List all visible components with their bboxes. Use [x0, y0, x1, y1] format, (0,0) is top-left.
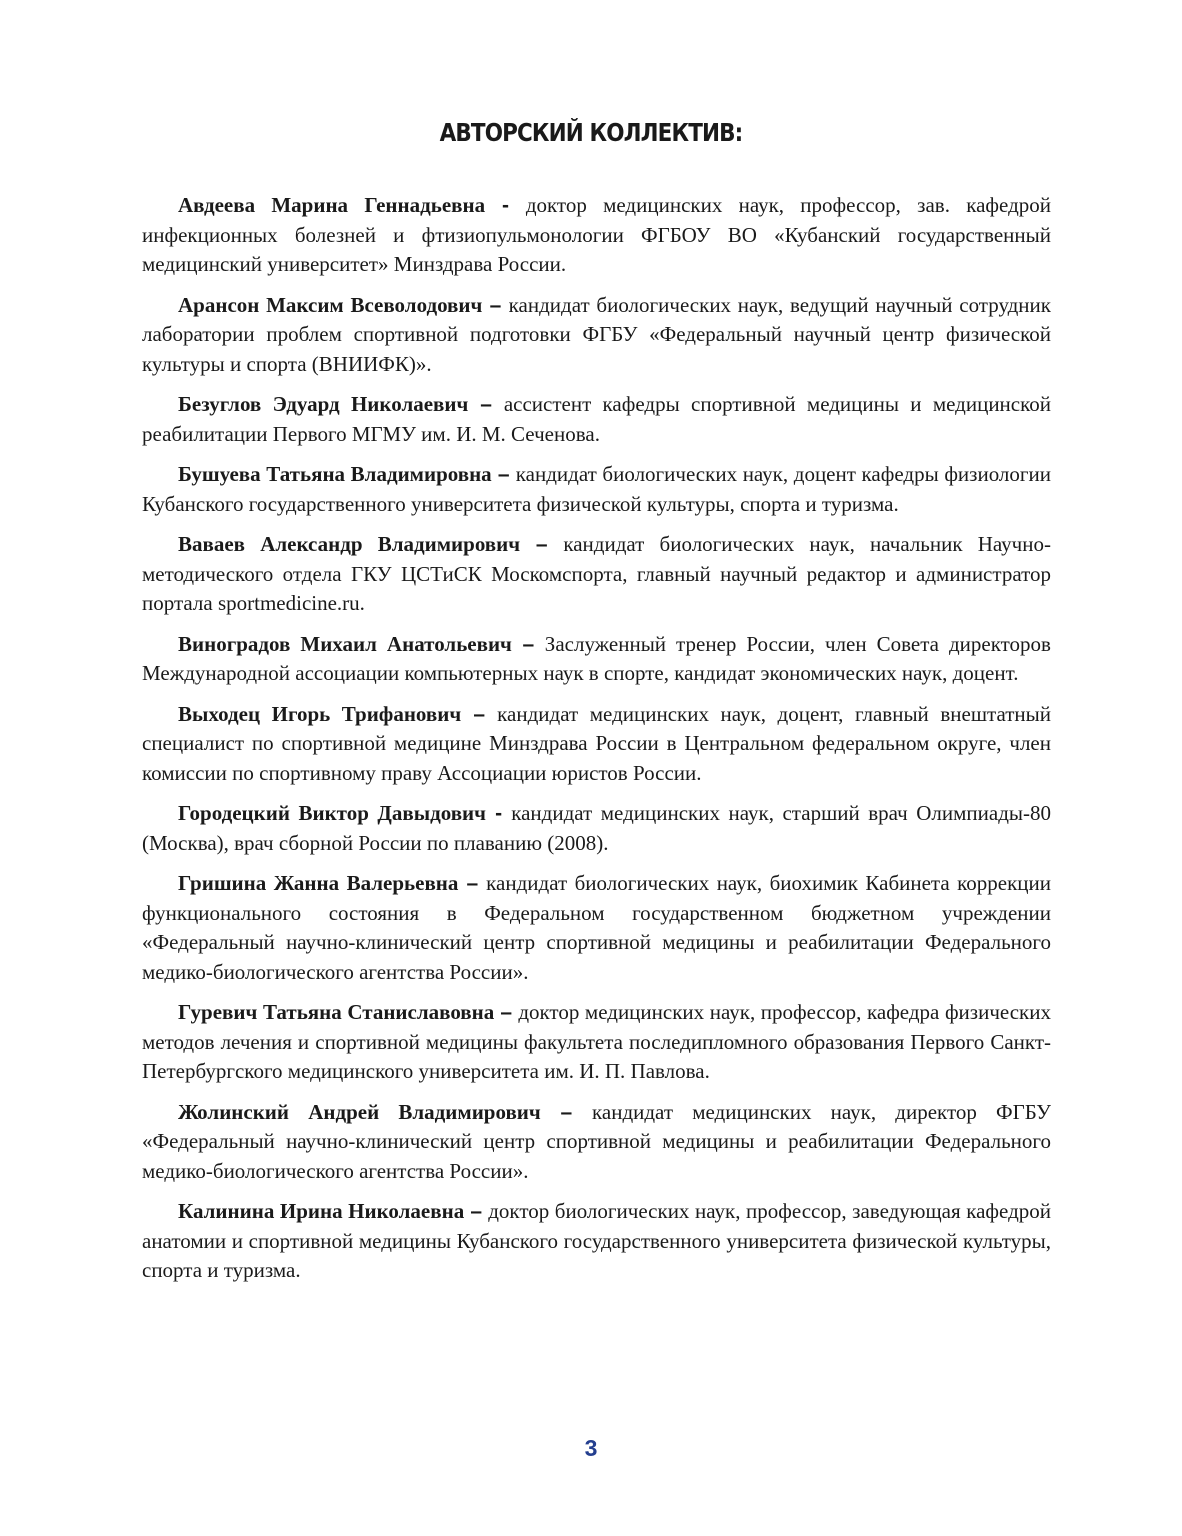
author-entry [142, 191, 1051, 280]
author-name: Гуревич Татьяна Станиславовна [178, 1000, 495, 1024]
page-number: 3 [584, 1435, 598, 1461]
author-name: Калинина Ирина Николаевна [178, 1199, 465, 1223]
author-entry [142, 998, 1051, 1087]
author-name: Выходец Игорь Трифанович [178, 701, 462, 726]
author-dash: - [485, 802, 512, 825]
author-entry [142, 1197, 1051, 1286]
author-name: Гришина Жанна Валерьевна [178, 871, 459, 895]
author-dash: – [458, 872, 487, 895]
author-description: доктор медицинских наук, профессор, кафедра физических методов лечения и спортивной медицины факультета последипломного образования Первого Санкт-Петербургского медицинского университета им. И. П. Павлова. [142, 1000, 1051, 1083]
author-description: ассистент кафедры спортивной медицины и медицинской реабилитации Первого МГМУ им. И. М. Сеченова. [142, 392, 1051, 446]
author-entry [142, 460, 1051, 519]
author-description: доктор медицинских наук, профессор, зав. кафедрой инфекционных болезней и фтизиопульмонологии ФГБОУ ВО «Кубанский государственный медицинский университет» Минздрава России. [142, 193, 1051, 276]
author-name: Виноградов Михаил Анатольевич [178, 631, 512, 656]
author-name: Жолинский Андрей Владимирович [178, 1099, 541, 1124]
author-dash: – [494, 1001, 519, 1024]
author-name: Арансон Максим Всеволодович [178, 292, 483, 317]
author-description: доктор биологических наук, профессор, заведующая кафедрой анатомии и спортивной медицины Кубанского государственного университета физической культуры, спорта и туризма. [142, 1199, 1051, 1282]
author-entry [142, 1098, 1051, 1187]
author-name: Авдеева Марина Геннадьевна [178, 193, 486, 217]
author-name: Городецкий Виктор Давыдович [178, 801, 486, 825]
author-dash: – [464, 1200, 489, 1223]
author-dash: – [511, 632, 545, 656]
author-description: кандидат медицинских наук, директор ФГБУ «Федеральный научно-клинический центр спортивной медицины и реабилитации Федерального медико-биологического агентства России». [142, 1099, 1051, 1183]
author-dash: – [468, 393, 504, 416]
author-description: Заслуженный тренер России, член Совета директоров Международной ассоциации компьютерных наук в спорте, кандидат экономических наук, доцент. [142, 631, 1051, 685]
author-entry [142, 390, 1051, 449]
author-name: Ваваев Александр Владимирович [178, 532, 521, 556]
author-dash: – [520, 533, 564, 556]
author-description: кандидат биологических наук, доцент кафедры физиологии Кубанского государственного университета физической культуры, спорта и туризма. [142, 462, 1051, 516]
author-entry [142, 869, 1051, 987]
author-entry [142, 799, 1051, 858]
author-dash: – [540, 1100, 592, 1124]
author-name: Бушуева Татьяна Владимировна [178, 462, 492, 486]
author-description: кандидат медицинских наук, старший врач Олимпиады-80 (Москва), врач сборной России по плаванию (2008). [142, 801, 1051, 855]
author-entry [142, 291, 1051, 380]
author-name: Безуглов Эдуард Николаевич [178, 392, 469, 416]
author-entry [142, 530, 1051, 619]
page-title: АВТОРСКИЙ КОЛЛЕКТИВ: [439, 118, 743, 147]
author-description: кандидат медицинских наук, доцент, главный внештатный специалист по спортивной медицине Минздрава России в Центральном федеральном округе, член комиссии по спортивному праву Ассоциации юристов России. [142, 701, 1051, 785]
author-description: кандидат биологических наук, начальник Научно-методического отдела ГКУ ЦСТиСК Москомспорта, главный научный редактор и администратор портала sportmedicine.ru. [142, 532, 1051, 615]
author-entry [142, 700, 1051, 789]
author-description: кандидат биологических наук, ведущий научный сотрудник лаборатории проблем спортивной подготовки ФГБУ «Федеральный научный центр физической культуры и спорта (ВНИИФК)». [142, 292, 1051, 376]
author-dash: - [485, 194, 526, 217]
author-description: кандидат биологических наук, биохимик Кабинета коррекции функционального состояния в Федеральном государственном бюджетном учреждении «Федеральный научно-клинический центр спортивной медицины и реабилитации Федерального медико-биологического агентства России». [142, 871, 1051, 984]
author-dash: – [461, 702, 498, 726]
author-list [142, 191, 1051, 1297]
author-dash: – [491, 463, 516, 486]
author-entry [142, 630, 1051, 689]
author-dash: – [482, 293, 509, 317]
